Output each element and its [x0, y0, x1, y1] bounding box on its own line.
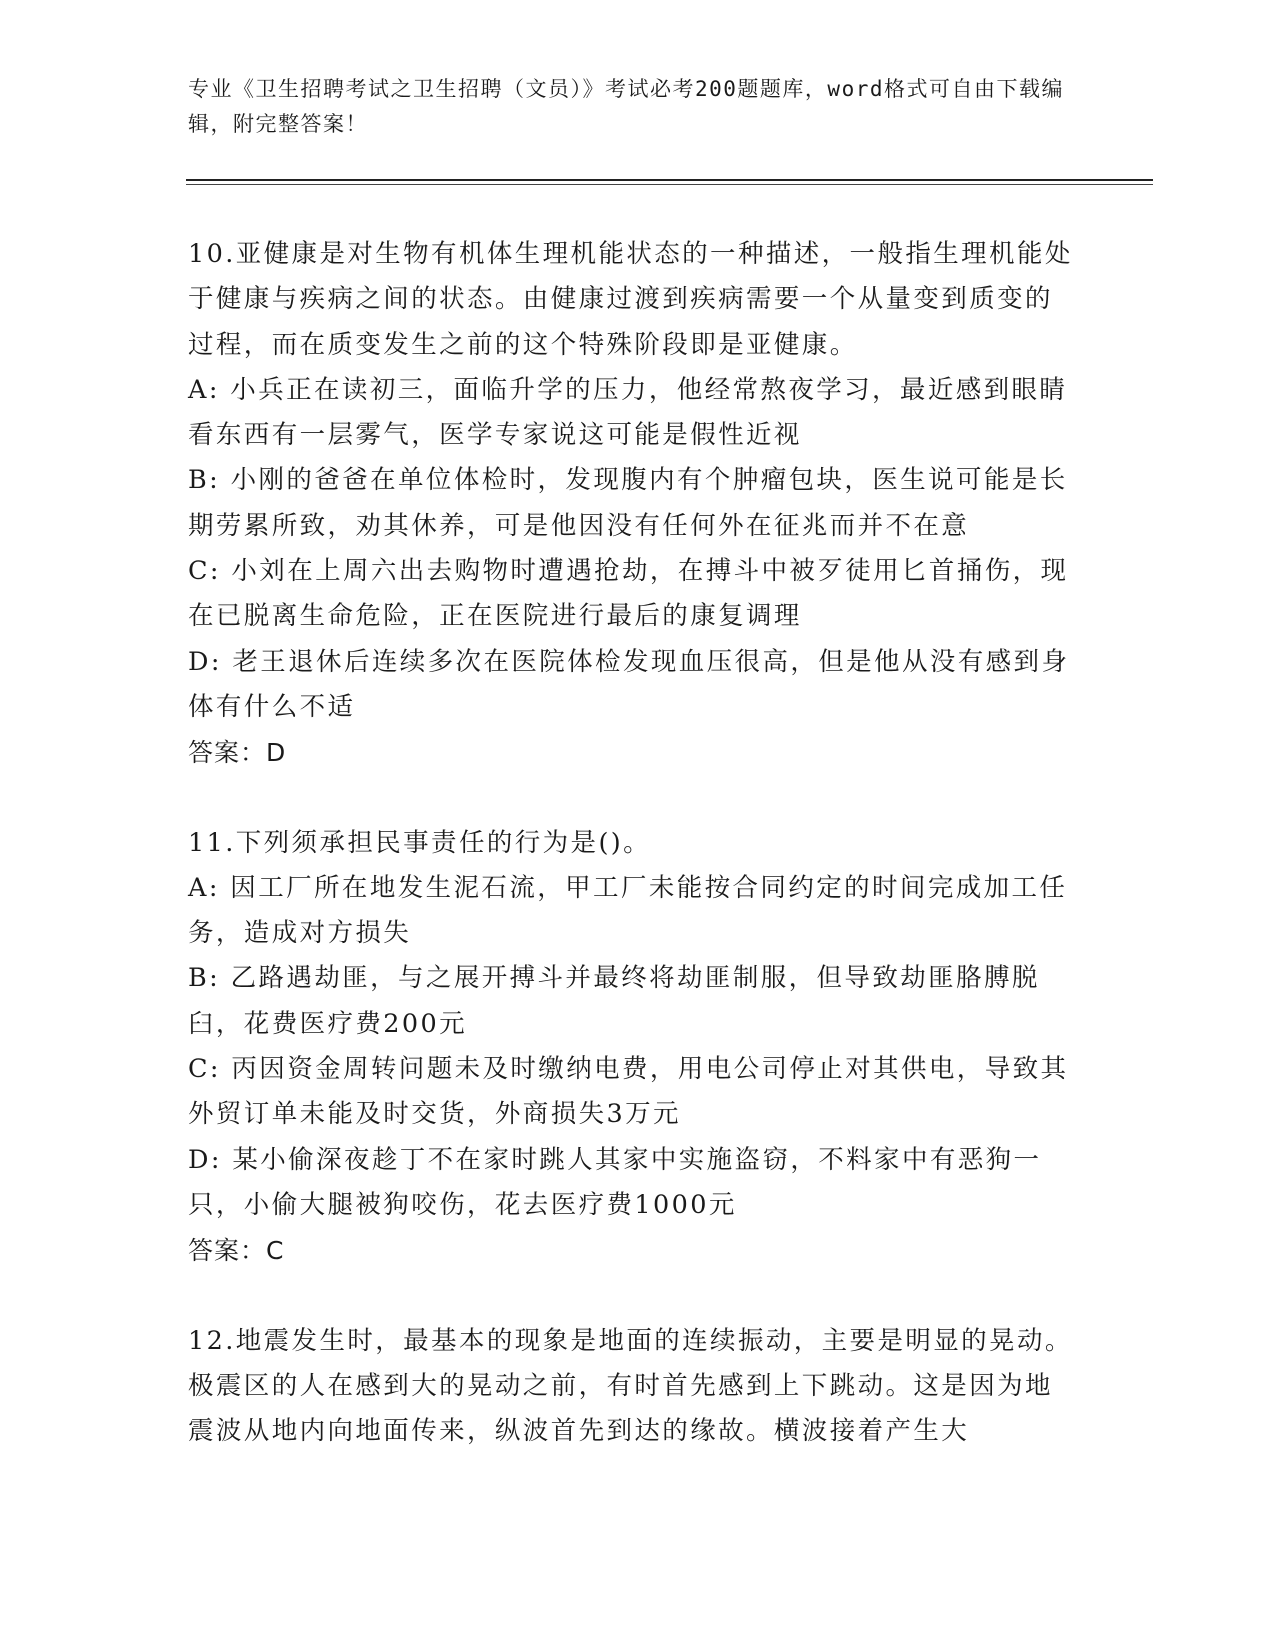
question-12	[188, 1319, 1078, 1455]
question-stem: 10.亚健康是对生物有机体生理机能状态的一种描述，一般指生理机能处于健康与疾病之间的状态。由健康过渡到疾病需要一个从量变到质变的过程，而在质变发生之前的这个特殊阶段即是亚健康。	[188, 239, 1073, 360]
option-c: C: 小刘在上周六出去购物时遭遇抢劫，在搏斗中被歹徒用匕首捅伤，现在已脱离生命危险，正在医院进行最后的康复调理	[188, 556, 1069, 632]
option-b: B: 乙路遇劫匪，与之展开搏斗并最终将劫匪制服，但导致劫匪胳膊脱臼，花费医疗费200元	[188, 963, 1040, 1039]
answer-label: 答案：D	[188, 738, 287, 768]
option-d: D: 某小偷深夜趁丁不在家时跳人其家中实施盗窃，不料家中有恶狗一只，小偷大腿被狗咬伤，花去医疗费1000元	[188, 1144, 1042, 1220]
document-header: 专业《卫生招聘考试之卫生招聘（文员）》考试必考200题题库，word格式可自由下载编辑，附完整答案！	[188, 77, 1064, 136]
question-10	[188, 232, 1078, 776]
option-a: A: 因工厂所在地发生泥石流，甲工厂未能按合同约定的时间完成加工任务，造成对方损失	[188, 872, 1068, 949]
question-stem: 11.下列须承担民事责任的行为是()。	[188, 827, 652, 858]
option-b: B: 小刚的爸爸在单位体检时，发现腹内有个肿瘤包块，医生说可能是长期劳累所致，劝其休养，可是他因没有任何外在征兆而并不在意	[188, 465, 1068, 541]
header-divider-thick	[186, 179, 1153, 181]
answer-label: 答案：C	[188, 1236, 285, 1266]
question-stem: 12.地震发生时，最基本的现象是地面的连续振动，主要是明显的晃动。极震区的人在感到大的晃动之前，有时首先感到上下跳动。这是因为地震波从地内向地面传来，纵波首先到达的缘故。横波接着产生大	[188, 1325, 1073, 1447]
option-c: C: 丙因资金周转问题未及时缴纳电费，用电公司停止对其供电，导致其外贸订单未能及时交货，外商损失3万元	[188, 1054, 1069, 1130]
option-a: A: 小兵正在读初三，面临升学的压力，他经常熬夜学习，最近感到眼睛看东西有一层雾气，医学专家说这可能是假性近视	[188, 374, 1068, 451]
question-list	[188, 232, 1078, 1499]
question-11	[188, 821, 1078, 1274]
option-d: D: 老王退休后连续多次在医院体检发现血压很高，但是他从没有感到身体有什么不适	[188, 646, 1070, 722]
header-divider-thin	[186, 184, 1153, 185]
